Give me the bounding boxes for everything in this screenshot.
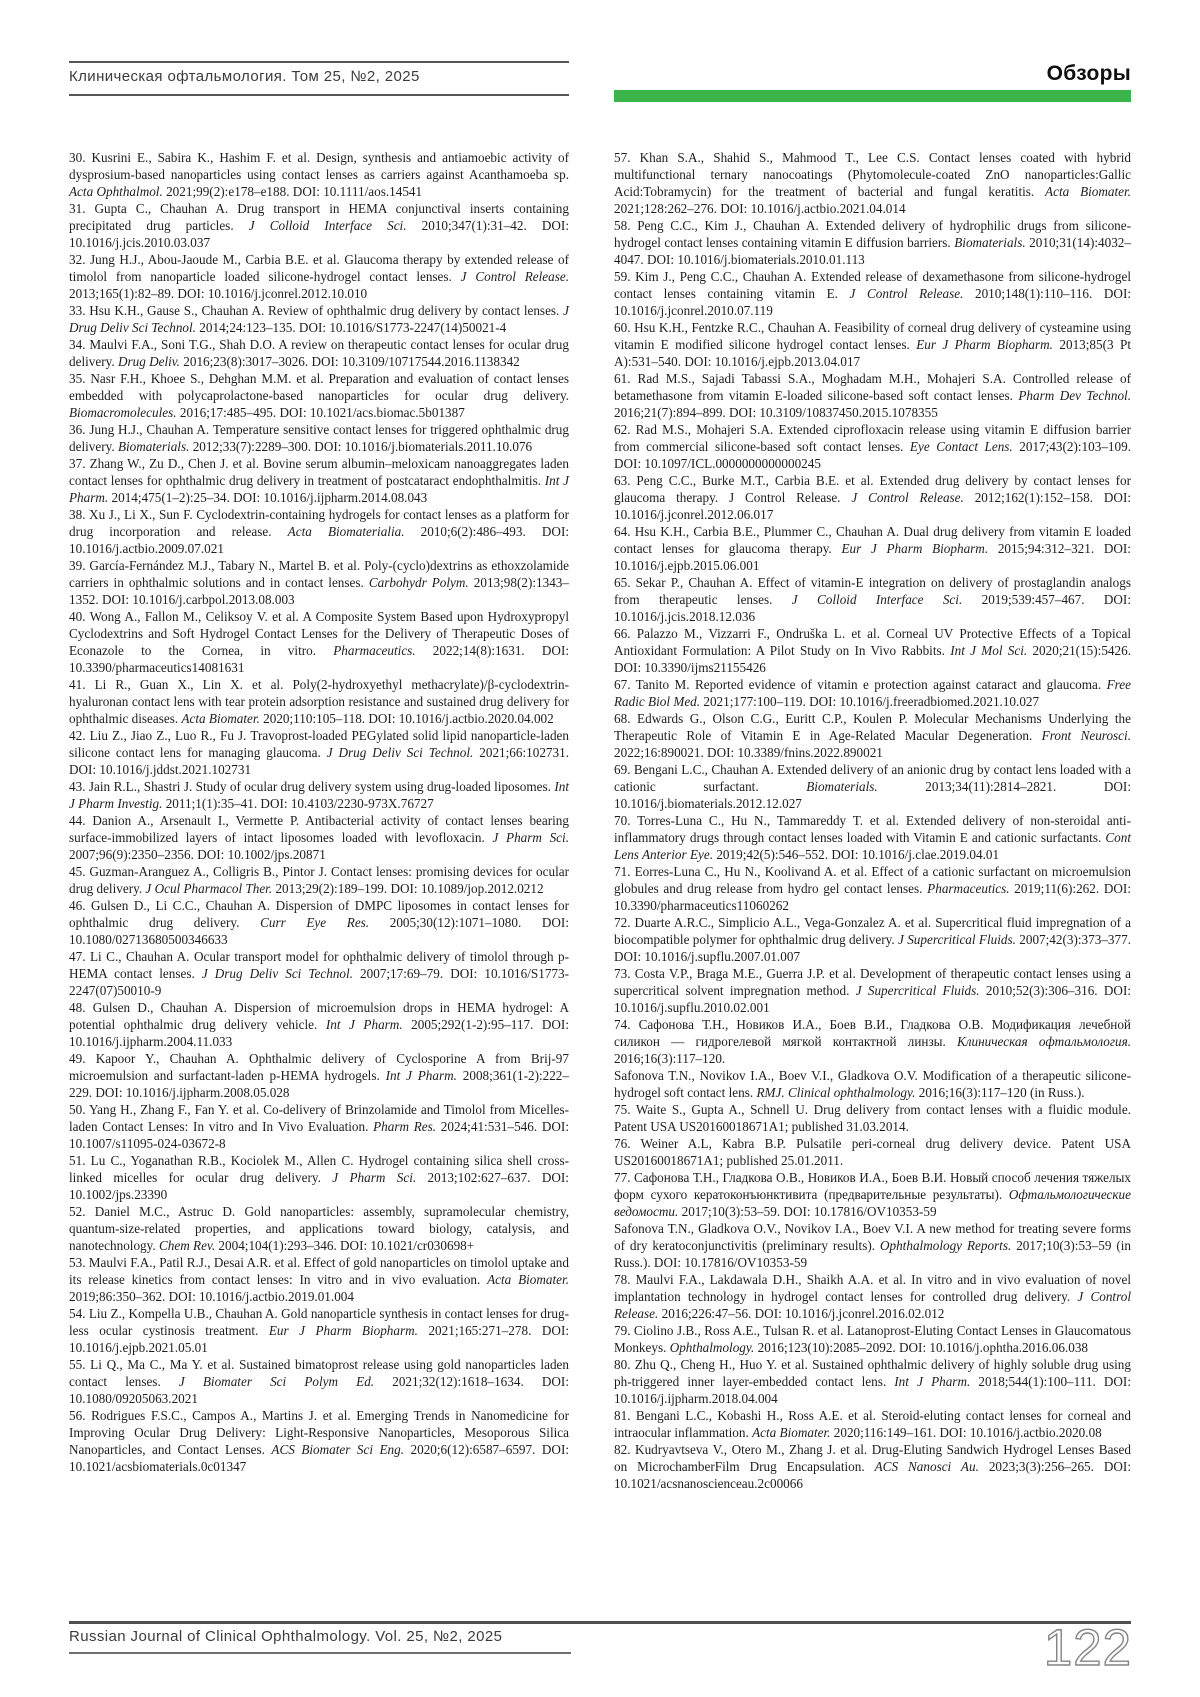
reference-item xyxy=(614,1322,1131,1356)
journal-name: Pharmaceutics. xyxy=(333,643,416,658)
reference-text: 2021;177:100–119. DOI: 10.1016/j.freeradbiomed.2021.10.027 xyxy=(700,694,1040,709)
reference-item xyxy=(614,1016,1131,1067)
reference-item xyxy=(614,1067,1131,1101)
reference-text: 30. Kusrini E., Sabira K., Hashim F. et al. Design, synthesis and antiamoebic activity of dysprosium-based nanoparticles using contact lenses as carriers against Acanthamoeba sp. xyxy=(69,150,569,182)
running-foot-en: Russian Journal of Clinical Ophthalmology. Vol. 25, №2, 2025 xyxy=(69,1628,503,1645)
reference-text: 47. Li C., Chauhan A. Ocular transport model for ophthalmic delivery of timolol through p-HEMA contact lenses. xyxy=(69,949,569,981)
reference-item xyxy=(614,149,1131,217)
journal-name: J Ocul Pharmacol Ther. xyxy=(145,881,273,896)
reference-item xyxy=(69,948,569,999)
reference-text: 2016;23(8):3017–3026. DOI: 10.3109/10717544.2016.1138342 xyxy=(179,354,520,369)
journal-name: Eur J Pharm Biopharm. xyxy=(916,337,1053,352)
reference-text: 66. Palazzo M., Vizzarri F., Ondruška L. et al. Corneal UV Protective Effects of a Topical Antioxidant Formulation: A Pilot Study on In Vivo Rabbits. xyxy=(614,626,1131,658)
reference-item xyxy=(69,336,569,370)
reference-text: 2021;99(2):e178–e188. DOI: 10.1111/aos.14541 xyxy=(162,184,423,199)
journal-name: Pharmaceutics. xyxy=(927,881,1010,896)
reference-text: Safonova T.N., Gladkova O.V., Novikov I.A., Boev V.I. A new method for treating severe forms of dry keratoconjunctivitis (preliminary results). xyxy=(614,1221,1131,1253)
reference-text: 2020;21(15):5426. DOI: 10.3390/ijms21155426 xyxy=(614,643,1131,675)
reference-text: 2016;16(3):117–120 (in Russ.). xyxy=(915,1085,1085,1100)
footer-top-rule xyxy=(69,1621,1131,1624)
reference-item xyxy=(614,574,1131,625)
reference-text: Safonova T.N., Novikov I.A., Boev V.I., Gladkova O.V. Modification of a therapeutic silicone-hydrogel soft contact lens. xyxy=(614,1068,1131,1100)
reference-text: 2007;42(3):373–377. DOI: 10.1016/j.supflu.2007.01.007 xyxy=(614,932,1131,964)
header-top-rule xyxy=(69,61,569,63)
reference-item xyxy=(614,1441,1131,1492)
reference-text: 2016;123(10):2085–2092. DOI: 10.1016/j.ophtha.2016.06.038 xyxy=(754,1340,1089,1355)
reference-item xyxy=(69,251,569,302)
reference-item xyxy=(69,302,569,336)
reference-item xyxy=(69,200,569,251)
journal-name: Chem Rev. xyxy=(158,1238,216,1253)
reference-text: 36. Jung H.J., Chauhan A. Temperature sensitive contact lenses for triggered ophthalmic drug delivery. xyxy=(69,422,569,454)
reference-text: 2023;3(3):256–265. DOI: 10.1021/acsnanoscienceau.2c00066 xyxy=(614,1459,1131,1491)
reference-text: 46. Gulsen D., Li C.C., Chauhan A. Dispersion of DMPC liposomes in contact lenses for ophthalmic drug delivery. xyxy=(69,898,569,930)
reference-item xyxy=(614,1101,1131,1135)
journal-name: Drug Deliv. xyxy=(117,354,180,369)
reference-text: 70. Torres-Luna C., Hu N., Tammareddy T. et al. Extended delivery of non-steroidal anti-inflammatory drugs through contact lenses loaded with Vitamin E and cationic surfactants. xyxy=(614,813,1131,845)
reference-text: 2012;33(7):2289–300. DOI: 10.1016/j.biomaterials.2011.10.076 xyxy=(189,439,533,454)
reference-text: 52. Daniel M.C., Astruc D. Gold nanoparticles: assembly, supramolecular chemistry, quantum-size-related properties, and applications toward biology, catalysis, and nanotechnology. xyxy=(69,1204,569,1253)
reference-text: 50. Yang H., Zhang F., Fan Y. et al. Co-delivery of Brinzolamide and Timolol from Micelles-laden Contact Lenses: In vitro and In Vivo Evaluation. xyxy=(69,1102,569,1134)
reference-text: 43. Jain R.L., Shastri J. Study of ocular drug delivery system using drug-loaded liposomes. xyxy=(69,779,555,794)
reference-text: 2021;32(12):1618–1634. DOI: 10.1080/09205063.2021 xyxy=(69,1374,569,1406)
reference-text: 68. Edwards G., Olson C.G., Euritt C.P., Koulen P. Molecular Mechanisms Underlying the Therapeutic Role of Vitamin E in Age-Related Macular Degeneration. xyxy=(614,711,1131,743)
journal-name: Biomaterials. xyxy=(954,235,1026,250)
reference-text: 2013;98(2):1343–1352. DOI: 10.1016/j.carbpol.2013.08.003 xyxy=(69,575,569,607)
reference-text: 61. Rad M.S., Sajadi Tabassi S.A., Moghadam M.H., Mohajeri S.A. Controlled release of betamethasone from vitamin E-loaded silicone-based soft contact lenses. xyxy=(614,371,1131,403)
reference-text: 2012;162(1):152–158. DOI: 10.1016/j.jconrel.2012.06.017 xyxy=(614,490,1131,522)
journal-name: Free Radic Biol Med. xyxy=(614,677,1131,709)
reference-item xyxy=(69,863,569,897)
reference-text: 2017;43(2):103–109. DOI: 10.1097/ICL.0000000000000245 xyxy=(614,439,1131,471)
reference-text: 57. Khan S.A., Shahid S., Mahmood T., Lee C.S. Contact lenses coated with hybrid multifunctional ternary nanocoatings (Phytomolecule-coated ZnO nanoparticles:Gallic Acid:Tobramycin) for the treatment of bacterial and fungal keratitis. xyxy=(614,150,1131,199)
reference-text: 2013;85(3 Pt A):531–540. DOI: 10.1016/j.ejpb.2013.04.017 xyxy=(614,337,1131,369)
reference-text: 2017;10(3):53–59. DOI: 10.17816/OV10353-59 xyxy=(678,1204,937,1219)
journal-name: J Drug Deliv Sci Technol. xyxy=(201,966,353,981)
reference-text: 33. Hsu K.H., Gause S., Chauhan A. Review of ophthalmic drug delivery by contact lenses. xyxy=(69,303,564,318)
reference-text: 2013;29(2):189–199. DOI: 10.1089/jop.2012.0212 xyxy=(272,881,544,896)
reference-text: 2018;544(1):100–111. DOI: 10.1016/j.ijpharm.2018.04.004 xyxy=(614,1374,1131,1406)
reference-text: 2019;539:457–467. DOI: 10.1016/j.jcis.2018.12.036 xyxy=(614,592,1131,624)
reference-text: 58. Peng C.C., Kim J., Chauhan A. Extended delivery of hydrophilic drugs from silicone-hydrogel contact lenses containing vitamin E diffusion barriers. xyxy=(614,218,1131,250)
reference-text: 2005;30(12):1071–1080. DOI: 10.1080/02713680500346633 xyxy=(69,915,569,947)
reference-text: 64. Hsu K.H., Carbia B.E., Plummer C., Chauhan A. Dual drug delivery from vitamin E loaded contact lenses for glaucoma therapy. xyxy=(614,524,1131,556)
journal-name: J Colloid Interface Sci. xyxy=(248,218,407,233)
reference-item xyxy=(69,1407,569,1475)
journal-name: Int J Pharm Investig. xyxy=(69,779,569,811)
journal-name: Acta Biomaterialia. xyxy=(287,524,405,539)
reference-text: 2022;16:890021. DOI: 10.3389/fnins.2022.890021 xyxy=(614,745,883,760)
reference-item xyxy=(614,1407,1131,1441)
reference-text: 2016;226:47–56. DOI: 10.1016/j.jconrel.2016.02.012 xyxy=(658,1306,945,1321)
journal-name: J Supercritical Fluids. xyxy=(898,932,1016,947)
reference-text: 2016;21(7):894–899. DOI: 10.3109/10837450.2015.1078355 xyxy=(614,405,938,420)
journal-name: Biomacromolecules. xyxy=(69,405,177,420)
reference-item xyxy=(614,812,1131,863)
reference-text: 2010;148(1):110–116. DOI: 10.1016/j.jconrel.2010.07.119 xyxy=(614,286,1132,318)
reference-text: 60. Hsu K.H., Fentzke R.C., Chauhan A. Feasibility of corneal drug delivery of cysteamine using vitamin E modified silicone hydrogel contact lenses. xyxy=(614,320,1131,352)
reference-item xyxy=(69,812,569,863)
journal-name: J Control Release. xyxy=(849,286,964,301)
section-title: Обзоры xyxy=(1046,62,1131,85)
reference-item xyxy=(69,1203,569,1254)
reference-item xyxy=(614,761,1131,812)
reference-item xyxy=(69,897,569,948)
reference-item xyxy=(69,149,569,200)
running-head-ru: Клиническая офтальмология. Том 25, №2, 2025 xyxy=(69,68,420,85)
reference-item xyxy=(614,472,1131,523)
reference-item xyxy=(614,863,1131,914)
reference-item xyxy=(69,727,569,778)
journal-name: Клиническая офтальмология. xyxy=(957,1034,1132,1049)
journal-name: Pharm Dev Technol. xyxy=(1018,388,1131,403)
journal-name: Офтальмологические ведомости. xyxy=(614,1187,1131,1219)
reference-item xyxy=(69,1152,569,1203)
reference-text: 2010;31(14):4032–4047. DOI: 10.1016/j.biomaterials.2010.01.113 xyxy=(614,235,1131,267)
reference-text: 54. Liu Z., Kompella U.B., Chauhan A. Gold nanoparticle synthesis in contact lenses for drug-less ocular cystinosis treatment. xyxy=(69,1306,569,1338)
reference-text: 78. Maulvi F.A., Lakdawala D.H., Shaikh A.A. et al. In vitro and in vivo evaluation of novel implantation technology in hydrogel contact lenses for controlled drug delivery. xyxy=(614,1272,1131,1304)
reference-text: 77. Сафонова Т.Н., Гладкова О.В., Новиков И.А., Боев В.И. Новый способ лечения тяжелых форм сухого кератоконъюнктивита (предварительные результаты). xyxy=(614,1170,1131,1202)
journal-name: Biomaterials. xyxy=(117,439,190,454)
reference-item xyxy=(69,999,569,1050)
reference-text: 80. Zhu Q., Cheng H., Huo Y. et al. Sustained ophthalmic delivery of highly soluble drug using ph-triggered inner layer-embedded contact lens. xyxy=(614,1357,1131,1389)
reference-text: 2024;41:531–546. DOI: 10.1007/s11095-024-03672-8 xyxy=(69,1119,569,1151)
journal-name: ACS Biomater Sci Eng. xyxy=(271,1442,405,1457)
reference-text: 2014;475(1–2):25–34. DOI: 10.1016/j.ijpharm.2014.08.043 xyxy=(108,490,428,505)
reference-text: 56. Rodrigues F.S.C., Campos A., Martins J. et al. Emerging Trends in Nanomedicine for Improving Ocular Drug Delivery: Light-Responsive Nanoparticles, Mesoporous Silica Nanoparticles, and Contact Lenses. xyxy=(69,1408,569,1457)
journal-name: J Drug Deliv Sci Technol. xyxy=(326,745,474,760)
reference-text: 2019;42(5):546–552. DOI: 10.1016/j.clae.2019.04.01 xyxy=(713,847,1000,862)
header-bottom-rule xyxy=(69,94,569,96)
reference-text: 75. Waite S., Gupta A., Schnell U. Drug delivery from contact lenses with a fluidic module. Patent USA US20160018671A1; published 31.03.2014. xyxy=(614,1102,1131,1134)
reference-text: 2016;16(3):117–120. xyxy=(614,1051,726,1066)
reference-item xyxy=(614,625,1131,676)
journal-name: ACS Nanosci Au. xyxy=(874,1459,979,1474)
reference-text: 2021;128:262–276. DOI: 10.1016/j.actbio.2021.04.014 xyxy=(614,201,906,216)
journal-name: Ophthalmology Reports. xyxy=(879,1238,1012,1253)
journal-name: Eur J Pharm Biopharm. xyxy=(841,541,989,556)
page-number: 122 xyxy=(1043,1619,1132,1676)
reference-text: 39. García-Fernández M.J., Tabary N., Martel B. et al. Poly-(cyclo)dextrins as ethoxzolamide carriers in ophthalmic solutions and in contact lenses. xyxy=(69,558,569,590)
reference-text: 2021;66:102731. DOI: 10.1016/j.jddst.2021.102731 xyxy=(69,745,570,777)
journal-name: J Drug Deliv Sci Technol. xyxy=(69,303,569,335)
reference-text: 2010;347(1):31–42. DOI: 10.1016/j.jcis.2010.03.037 xyxy=(69,218,569,250)
reference-item xyxy=(614,1135,1131,1169)
journal-name: Pharm Res. xyxy=(373,1119,437,1134)
journal-name: Front Neurosci. xyxy=(1041,728,1131,743)
reference-item xyxy=(69,370,569,421)
journal-name: J Control Release. xyxy=(851,490,964,505)
journal-name: Biomaterials. xyxy=(806,779,878,794)
journal-name: Eye Contact Lens. xyxy=(909,439,1013,454)
reference-item xyxy=(69,608,569,676)
journal-name: Acta Biomater. xyxy=(487,1272,569,1287)
reference-text: 2017;10(3):53–59 (in Russ.). DOI: 10.17816/OV10353-59 xyxy=(614,1238,1131,1270)
references-column-left xyxy=(69,149,569,1492)
reference-item xyxy=(69,455,569,506)
reference-text: 2013;102:627–637. DOI: 10.1002/jps.23390 xyxy=(69,1170,569,1202)
journal-name: Ophthalmology. xyxy=(669,1340,755,1355)
reference-text: 40. Wong A., Fallon M., Celiksoy V. et al. A Composite System Based upon Hydroxypropyl Cyclodextrins and Soft Hydrogel Contact Lenses for the Delivery of Therapeutic Doses of Econazole to the Cornea, in vitro. xyxy=(69,609,569,658)
reference-text: 2013;165(1):82–89. DOI: 10.1016/j.jconrel.2012.10.010 xyxy=(69,286,368,301)
reference-text: 48. Gulsen D., Chauhan A. Dispersion of microemulsion drops in HEMA hydrogel: A potential ophthalmic drug delivery vehicle. xyxy=(69,1000,569,1032)
journal-name: Acta Biomater. xyxy=(1045,184,1131,199)
reference-text: 53. Maulvi F.A., Patil R.J., Desai A.R. et al. Effect of gold nanoparticles on timolol uptake and its release kinetics from contact lenses: In vitro and in vivo evaluation. xyxy=(69,1255,569,1287)
reference-text: 2010;52(3):306–316. DOI: 10.1016/j.supflu.2010.02.001 xyxy=(614,983,1132,1015)
reference-text: 32. Jung H.J., Abou-Jaoude M., Carbia B.E. et al. Glaucoma therapy by extended release of timolol from nanoparticle loaded silicone-hydrogel contact lenses. xyxy=(69,252,569,284)
reference-text: 2020;116:149–161. DOI: 10.1016/j.actbio.2020.08 xyxy=(830,1425,1102,1440)
reference-text: 59. Kim J., Peng C.C., Chauhan A. Extended release of dexamethasone from silicone-hydrogel contact lenses containing vitamin E. xyxy=(614,269,1131,301)
reference-text: 81. Bengani L.C., Kobashi H., Ross A.E. et al. Steroid-eluting contact lenses for corneal and intraocular inflammation. xyxy=(614,1408,1131,1440)
reference-item xyxy=(69,1101,569,1152)
footer-under-rule xyxy=(69,1652,571,1654)
reference-text: 2016;17:485–495. DOI: 10.1021/acs.biomac.5b01387 xyxy=(176,405,465,420)
journal-name: Int J Pharm. xyxy=(69,473,569,505)
reference-item xyxy=(69,557,569,608)
reference-item xyxy=(69,1305,569,1356)
reference-item xyxy=(69,1356,569,1407)
journal-name: Carbohydr Polym. xyxy=(368,575,469,590)
reference-item xyxy=(614,523,1131,574)
references-list xyxy=(69,149,1131,1492)
reference-text: 82. Kudryavtseva V., Otero M., Zhang J. et al. Drug-Eluting Sandwich Hydrogel Lenses Based on MicrochamberFilm Drug Encapsulation. xyxy=(614,1442,1131,1474)
reference-text: 2008;361(1-2):222–229. DOI: 10.1016/j.ijpharm.2008.05.028 xyxy=(69,1068,569,1100)
journal-name: Int J Pharm. xyxy=(325,1017,403,1032)
reference-item xyxy=(614,217,1131,268)
reference-item xyxy=(614,1271,1131,1322)
journal-name: Acta Biomater. xyxy=(752,1425,831,1440)
reference-item xyxy=(614,1356,1131,1407)
journal-name: Int J Mol Sci. xyxy=(950,643,1028,658)
reference-item xyxy=(614,1220,1131,1271)
reference-text: 72. Duarte A.R.C., Simplicio A.L., Vega-Gonzalez A. et al. Supercritical fluid impregnation of a biocompatible polymer for ophthalmic drug delivery. xyxy=(614,915,1131,947)
reference-text: 69. Bengani L.C., Chauhan A. Extended delivery of an anionic drug by contact lens loaded with a cationic surfactant. xyxy=(614,762,1131,794)
reference-text: 2004;104(1):293–346. DOI: 10.1021/cr030698+ xyxy=(215,1238,475,1253)
reference-text: 37. Zhang W., Zu D., Chen J. et al. Bovine serum albumin–meloxicam nanoaggregates laden contact lenses for ophthalmic drug delivery in treatment of postcataract endophthalmitis. xyxy=(69,456,569,488)
reference-item xyxy=(614,319,1131,370)
journal-name: J Colloid Interface Sci. xyxy=(791,592,963,607)
reference-text: 44. Danion A., Arsenault I., Vermette P. Antibacterial activity of contact lenses bearing surface-immobilized layers of intact liposomes loaded with levofloxacin. xyxy=(69,813,569,845)
reference-text: 63. Peng C.C., Burke M.T., Carbia B.E. et al. Extended drug delivery by contact lenses for glaucoma therapy. J Control Release. xyxy=(614,473,1131,505)
journal-name: Int J Pharm. xyxy=(894,1374,971,1389)
reference-item xyxy=(69,1254,569,1305)
reference-text: 41. Li R., Guan X., Lin X. et al. Poly(2-hydroxyethyl methacrylate)/β-cyclodextrin-hyaluronan contact lens with tear protein adsorption resistance and sustained drug delivery for ophthalmic diseases. xyxy=(69,677,569,726)
journal-name: Eur J Pharm Biopharm. xyxy=(268,1323,418,1338)
reference-text: 2015;94:312–321. DOI: 10.1016/j.ejpb.2015.06.001 xyxy=(614,541,1131,573)
reference-item xyxy=(614,914,1131,965)
journal-name: J Control Release. xyxy=(460,269,570,284)
reference-item xyxy=(69,1050,569,1101)
journal-name: J Pharm Sci. xyxy=(492,830,569,845)
reference-item xyxy=(614,710,1131,761)
reference-text: 2022;14(8):1631. DOI: 10.3390/pharmaceutics14081631 xyxy=(69,643,570,675)
reference-text: 67. Tanito M. Reported evidence of vitamin e protection against cataract and glaucoma. xyxy=(614,677,1107,692)
references-column-right xyxy=(614,149,1131,1492)
reference-text: 2010;6(2):486–493. DOI: 10.1016/j.actbio.2009.07.021 xyxy=(69,524,569,556)
reference-text: 2005;292(1-2):95–117. DOI: 10.1016/j.ijpharm.2004.11.033 xyxy=(69,1017,569,1049)
reference-item xyxy=(69,506,569,557)
reference-text: 2020;6(12):6587–6597. DOI: 10.1021/acsbiomaterials.0c01347 xyxy=(69,1442,569,1474)
reference-text: 31. Gupta C., Chauhan A. Drug transport in HEMA conjunctival inserts containing precipitated drug particles. xyxy=(69,201,569,233)
reference-text: 38. Xu J., Li X., Sun F. Cyclodextrin-containing hydrogels for contact lenses as a platform for drug incorporation and release. xyxy=(69,507,569,539)
reference-text: 65. Sekar P., Chauhan A. Effect of vitamin-E integration on delivery of prostaglandin analogs from therapeutic lenses. xyxy=(614,575,1131,607)
reference-text: 79. Ciolino J.B., Ross A.E., Tulsan R. et al. Latanoprost-Eluting Contact Lenses in Glaucomatous Monkeys. xyxy=(614,1323,1131,1355)
reference-text: 55. Li Q., Ma C., Ma Y. et al. Sustained bimatoprost release using gold nanoparticles laden contact lenses. xyxy=(69,1357,569,1389)
reference-item xyxy=(69,421,569,455)
reference-item xyxy=(614,965,1131,1016)
journal-name: J Control Release. xyxy=(614,1289,1131,1321)
journal-name: J Pharm Sci. xyxy=(332,1170,417,1185)
reference-text: 62. Rad M.S., Mohajeri S.A. Extended ciprofloxacin release using vitamin E diffusion barrier from commercial silicone-based soft contact lenses. xyxy=(614,422,1131,454)
journal-name: RMJ. Clinical ophthalmology. xyxy=(756,1085,916,1100)
journal-name: Cont Lens Anterior Eye. xyxy=(614,830,1131,862)
reference-text: 2020;110:105–118. DOI: 10.1016/j.actbio.2020.04.002 xyxy=(259,711,554,726)
reference-text: 2021;165:271–278. DOI: 10.1016/j.ejpb.2021.05.01 xyxy=(69,1323,569,1355)
journal-name: Int J Pharm. xyxy=(385,1068,457,1083)
reference-text: 2011;1(1):35–41. DOI: 10.4103/2230-973X.76727 xyxy=(162,796,434,811)
reference-text: 42. Liu Z., Jiao Z., Luo R., Fu J. Travoprost-loaded PEGylated solid lipid nanoparticle-laden silicone contact lens for managing glaucoma. xyxy=(69,728,569,760)
reference-item xyxy=(614,676,1131,710)
reference-item xyxy=(614,1169,1131,1220)
journal-name: Acta Ophthalmol. xyxy=(69,184,163,199)
journal-name: J Biomater Sci Polym Ed. xyxy=(178,1374,375,1389)
reference-text: 34. Maulvi F.A., Soni T.G., Shah D.O. A review on therapeutic contact lenses for ocular drug delivery. xyxy=(69,337,569,369)
reference-text: 2019;86:350–362. DOI: 10.1016/j.actbio.2019.01.004 xyxy=(69,1289,354,1304)
reference-text: 73. Costa V.P., Braga M.E., Guerra J.P. et al. Development of therapeutic contact lenses using a supercritical solvent impregnation method. xyxy=(614,966,1131,998)
journal-name: Curr Eye Res. xyxy=(260,915,370,930)
reference-item xyxy=(69,676,569,727)
reference-text: 2019;11(6):262. DOI: 10.3390/pharmaceutics11060262 xyxy=(614,881,1131,913)
reference-text: 76. Weiner A.L, Kabra B.P. Pulsatile peri-corneal drug delivery device. Patent USA US20160018671A1; published 25.01.2011. xyxy=(614,1136,1131,1168)
reference-text: 35. Nasr F.H., Khoee S., Dehghan M.M. et al. Preparation and evaluation of contact lenses embedded with polycaprolactone-based nanoparticles for ocular drug delivery. xyxy=(69,371,569,403)
reference-text: 2007;17:69–79. DOI: 10.1016/S1773-2247(07)50010-9 xyxy=(69,966,569,998)
section-accent-bar xyxy=(614,90,1131,102)
reference-text: 2013;34(11):2814–2821. DOI: 10.1016/j.biomaterials.2012.12.027 xyxy=(614,779,1131,811)
reference-text: 51. Lu C., Yoganathan R.B., Kociolek M., Allen C. Hydrogel containing silica shell cross-linked micelles for ocular drug delivery. xyxy=(69,1153,569,1185)
reference-text: 2007;96(9):2350–2356. DOI: 10.1002/jps.20871 xyxy=(69,847,326,862)
reference-item xyxy=(614,421,1131,472)
journal-name: Acta Biomater. xyxy=(181,711,260,726)
reference-text: 49. Kapoor Y., Chauhan A. Ophthalmic delivery of Cyclosporine A from Brij-97 microemulsion and surfactant-laden p-HEMA hydrogels. xyxy=(69,1051,569,1083)
reference-text: 74. Сафонова Т.Н., Новиков И.А., Боев В.И., Гладкова О.В. Модификация лечебной силикон — гидрогелевой мягкой контактной линзы. xyxy=(614,1017,1131,1049)
reference-text: 2014;24:123–135. DOI: 10.1016/S1773-2247(14)50021-4 xyxy=(195,320,507,335)
reference-text: 45. Guzman-Aranguez A., Colligris B., Pintor J. Contact lenses: promising devices for ocular drug delivery. xyxy=(69,864,569,896)
reference-text: 71. Eorres-Luna C., Hu N., Koolivand A. et al. Effect of a cationic surfactant on microemulsion globules and drug release from hydro gel contact lenses. xyxy=(614,864,1131,896)
reference-item xyxy=(614,268,1131,319)
reference-item xyxy=(614,370,1131,421)
reference-item xyxy=(69,778,569,812)
journal-name: J Supercritical Fluids. xyxy=(855,983,980,998)
